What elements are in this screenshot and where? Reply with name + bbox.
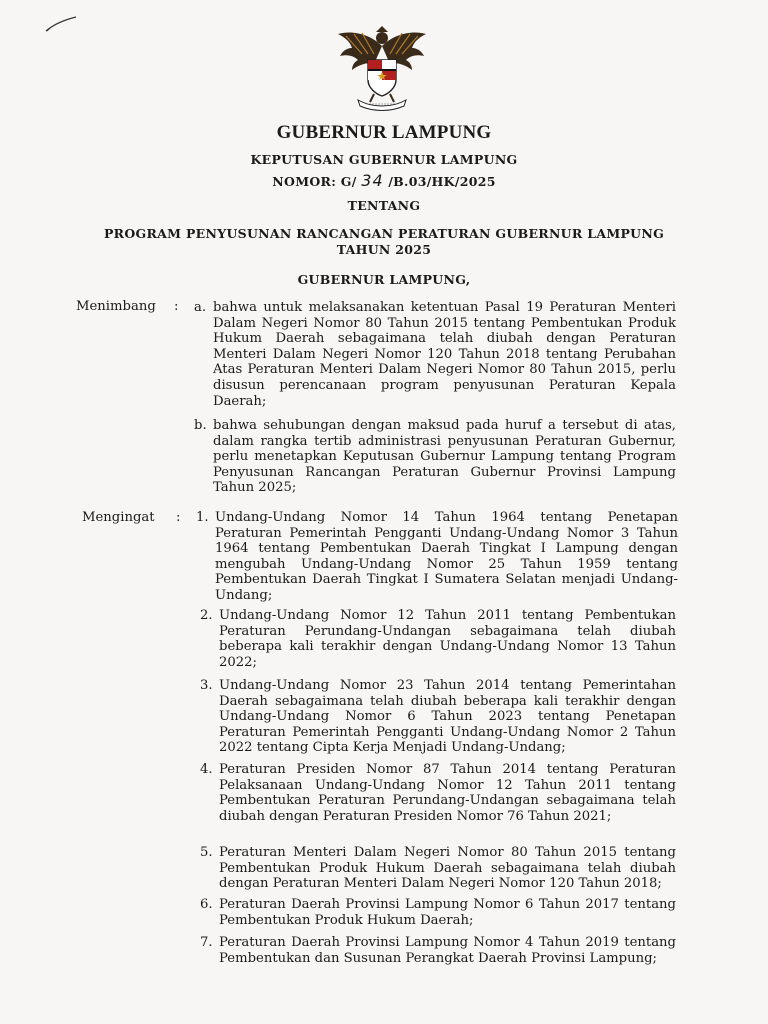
menimbang-label: Menimbang	[76, 299, 156, 314]
mengingat-item-6	[200, 897, 676, 928]
mengingat-item-7	[200, 935, 676, 966]
item-marker: 2.	[200, 608, 213, 623]
item-text: Peraturan Presiden Nomor 87 Tahun 2014 tentang Peraturan Pelaksanaan Undang-Undang Nomor 12 Tahun 2011 tentang Pembentukan Peraturan Perundang-Undangan sebagaimana telah diubah dengan Peraturan Presiden Nomor 76 Tahun 2021;	[219, 762, 676, 824]
mengingat-item-4	[200, 762, 676, 824]
item-marker: a.	[194, 300, 207, 315]
item-marker: 6.	[200, 897, 213, 912]
item-text: bahwa untuk melaksanakan ketentuan Pasal 19 Peraturan Menteri Dalam Negeri Nomor 80 Tahun 2015 tentang Pembentukan Produk Hukum Daerah sebagaimana telah diubah dengan Peraturan Menteri Dalam Negeri Nomor 120 Tahun 2018 tentang Perubahan Atas Peraturan Menteri Dalam Negeri Nomor 80 Tahun 2015, perlu disusun perencanaan program penyusunan Peraturan Kepala Daerah;	[213, 300, 676, 409]
governor-heading: GUBERNUR LAMPUNG,	[297, 272, 471, 287]
item-text: bahwa sehubungan dengan maksud pada huruf a tersebut di atas, dalam rangka tertib administrasi penyusunan Peraturan Gubernur, perlu menetapkan Keputusan Gubernur Lampung tentang Program Penyusunan Rancangan Peraturan Gubernur Provinsi Lampung Tahun 2025;	[213, 418, 676, 496]
item-marker: b.	[194, 418, 207, 433]
menimbang-colon: :	[174, 299, 179, 314]
mengingat-item-2	[200, 608, 676, 670]
item-text: Peraturan Daerah Provinsi Lampung Nomor 6 Tahun 2017 tentang Pembentukan Produk Hukum Daerah;	[219, 897, 676, 928]
mengingat-colon: :	[176, 510, 181, 525]
item-text: Undang-Undang Nomor 23 Tahun 2014 tentang Pemerintahan Daerah sebagaimana telah diubah beberapa kali terakhir dengan Undang-Undang Nomor 6 Tahun 2023 tentang Penetapan Peraturan Pemerintah Pengganti Undang-Undang Nomor 2 Tahun 2022 tentang Cipta Kerja Menjadi Undang-Undang;	[219, 678, 676, 756]
item-marker: 7.	[200, 935, 213, 950]
item-marker: 5.	[200, 845, 213, 860]
item-marker: 4.	[200, 762, 213, 777]
document-title: GUBERNUR LAMPUNG	[276, 122, 492, 143]
mengingat-item-5	[200, 845, 676, 892]
decree-number-suffix: /B.03/HK/2025	[388, 174, 496, 189]
garuda-emblem-icon	[332, 24, 432, 112]
mengingat-item-3	[200, 678, 676, 756]
item-text: Undang-Undang Nomor 14 Tahun 1964 tentang Penetapan Peraturan Pemerintah Pengganti Undang-Undang Nomor 3 Tahun 1964 tentang Pembentukan Daerah Tingkat I Lampung dengan mengubah Undang-Undang Nomor 25 Tahun 1959 tentang Pembentukan Daerah Tingkat I Sumatera Selatan menjadi Undang-Undang;	[215, 510, 678, 603]
decree-heading: KEPUTUSAN GUBERNUR LAMPUNG	[250, 152, 518, 167]
tentang-heading: TENTANG	[347, 198, 421, 213]
item-marker: 3.	[200, 678, 213, 693]
menimbang-item-b	[194, 418, 676, 496]
mengingat-label: Mengingat	[82, 510, 155, 525]
pen-stroke-mark	[44, 14, 78, 34]
item-text: Undang-Undang Nomor 12 Tahun 2011 tentang Pembentukan Peraturan Perundang-Undangan sebagaimana telah diubah beberapa kali terakhir dengan Undang-Undang Nomor 13 Tahun 2022;	[219, 608, 676, 670]
menimbang-item-a	[194, 300, 676, 409]
item-marker: 1.	[196, 510, 209, 525]
decree-number-handwritten: 34	[361, 171, 384, 190]
mengingat-item-1	[196, 510, 678, 604]
decree-number	[0, 171, 768, 190]
subject-line-1: PROGRAM PENYUSUNAN RANCANGAN PERATURAN GUBERNUR LAMPUNG	[103, 226, 665, 241]
decree-number-prefix: NOMOR: G/	[272, 174, 357, 189]
item-text: Peraturan Daerah Provinsi Lampung Nomor 4 Tahun 2019 tentang Pembentukan dan Susunan Perangkat Daerah Provinsi Lampung;	[219, 935, 676, 966]
subject-line-2: TAHUN 2025	[336, 242, 432, 257]
item-text: Peraturan Menteri Dalam Negeri Nomor 80 Tahun 2015 tentang Pembentukan Produk Hukum Daerah sebagaimana telah diubah dengan Peraturan Menteri Dalam Negeri Nomor 120 Tahun 2018;	[219, 845, 676, 892]
